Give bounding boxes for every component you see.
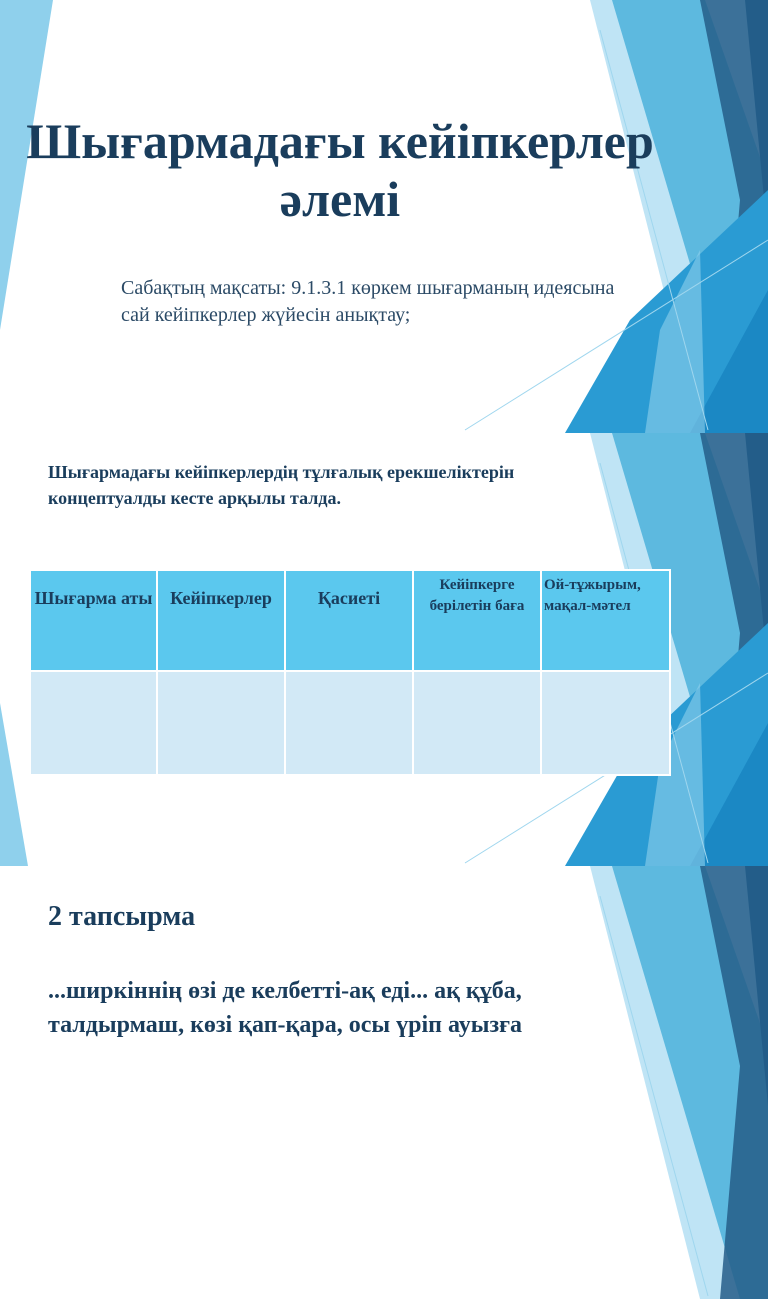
table-header-cell: Ой-тұжырым, мақал-мәтел bbox=[541, 570, 670, 671]
task-heading: 2 тапсырма bbox=[48, 901, 196, 932]
table-header-cell: Кейіпкерге берілетін баға bbox=[413, 570, 541, 671]
table-row bbox=[30, 671, 670, 775]
table-cell[interactable] bbox=[541, 671, 670, 775]
task-instruction: Шығармадағы кейіпкерлердің тұлғалық ерекшеліктерін концептуалды кесте арқылы талда. bbox=[48, 462, 515, 508]
table-cell[interactable] bbox=[157, 671, 285, 775]
table-header-row bbox=[30, 570, 670, 671]
task-quote: ...ширкіннің өзі де келбетті-ақ еді... ақ құба, талдырмаш, көзі қап-қара, осы үріп ауызға bbox=[48, 978, 523, 1038]
slide-title-text: Шығармадағы кейіпкерлер әлемі bbox=[26, 113, 654, 227]
slide-table bbox=[0, 433, 768, 866]
concept-table bbox=[29, 569, 671, 776]
table-header-cell: Қасиеті bbox=[285, 570, 413, 671]
table-header-cell: Кейіпкерлер bbox=[157, 570, 285, 671]
slide-task bbox=[0, 866, 768, 1038]
lesson-objective: Сабақтың мақсаты: 9.1.3.1 көркем шығарманың идеясына сай кейіпкерлер жүйесін анықтау; bbox=[121, 277, 615, 326]
table-cell[interactable] bbox=[285, 671, 413, 775]
table-cell[interactable] bbox=[413, 671, 541, 775]
slide-title bbox=[0, 0, 768, 433]
table-header-cell: Шығарма аты bbox=[30, 570, 157, 671]
table-cell[interactable] bbox=[30, 671, 157, 775]
